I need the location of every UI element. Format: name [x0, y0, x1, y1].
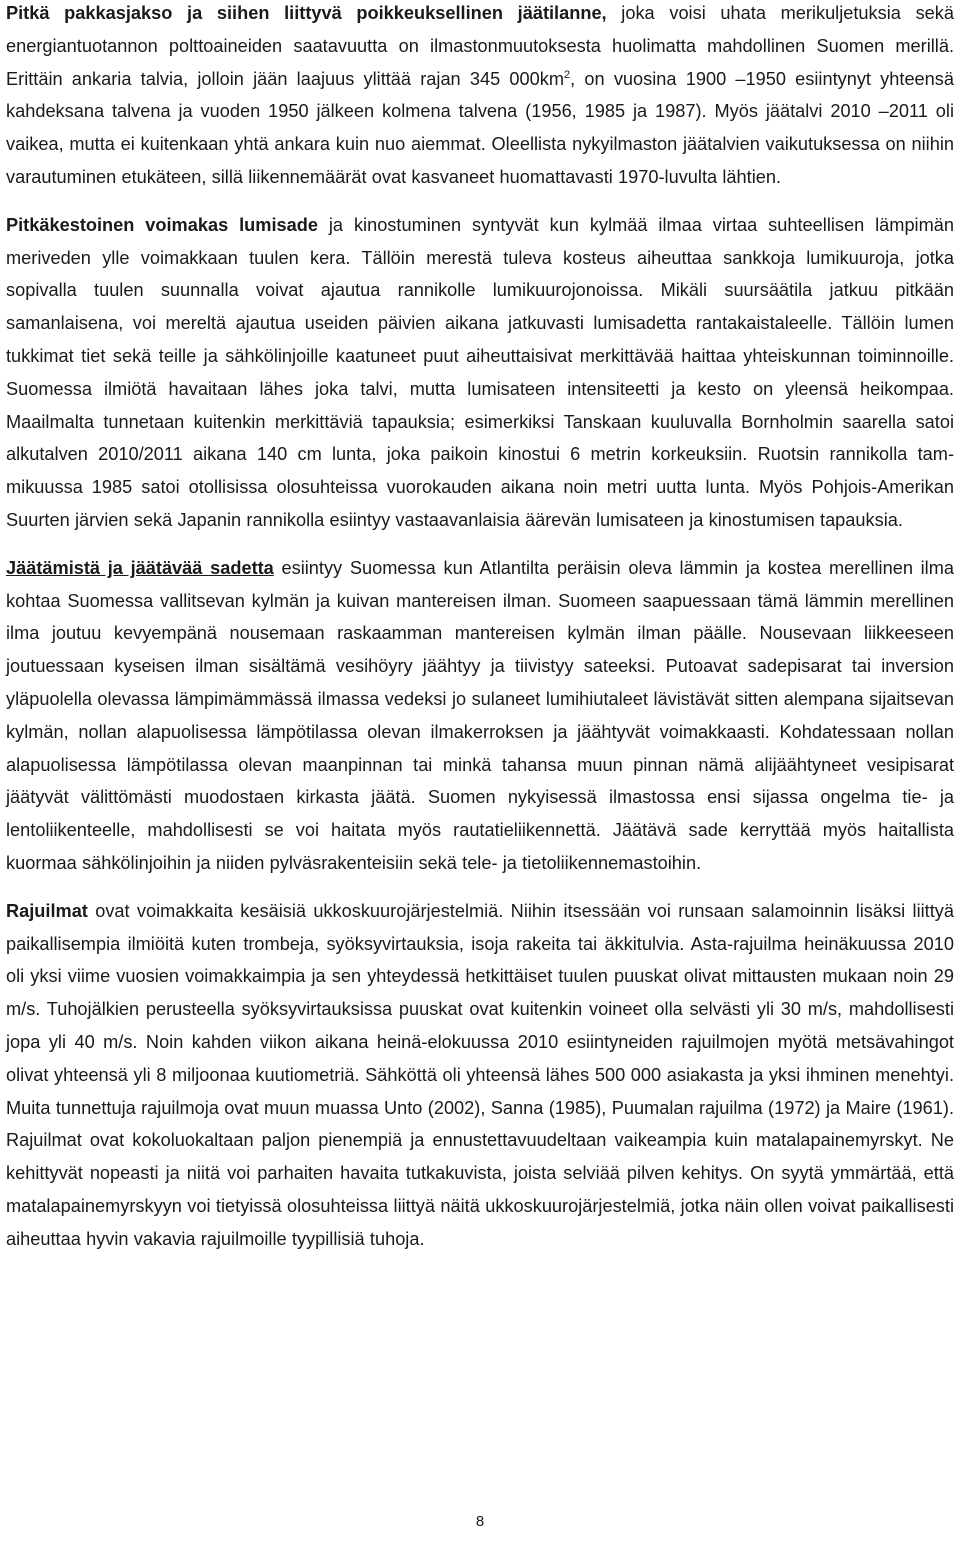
paragraph-snowfall: [6, 209, 954, 537]
paragraph-lead: Jäätämistä ja jäätävää sadetta: [6, 557, 274, 578]
document-page: [6, 0, 954, 1255]
paragraph-body: ja kinostuminen syntyvät kun kylmää ilmaa virtaa suhteellisen lämpimän meriveden ylle voimakkaan tuulen kera. Tällöin merestä tuleva kosteus aiheuttaa sankkoja lumikuuroja, jotka sopivalla tuulen suunnalla voivat ajautua rannikolle lumikuurojonoissa. Mikäli suursäätila jatkuu pitkään samanlaisena, voi mereltä ajautua useiden päivien aikana jatkuvasti lumisadetta rantakaistaleelle. Tällöin lumen tukkimat tiet sekä teille ja sähkölinjoille kaatuneet puut aiheuttaisivat merkittävää haittaa yhteiskunnan toiminnoille. Suomessa ilmiötä havaitaan lähes joka talvi, mutta lumisateen intensiteetti ja kesto on yleensä heikompaa. Maailmalta tunnetaan kuitenkin merkittäviä tapauksia; esimerkiksi Tanskaan kuuluvalla Bornholmin saarella satoi alkutalven 2010/2011 aikana 140 cm lunta, joka paikoin kinostui 6 metrin korkeuksiin. Ruotsin rannikolla tammikuussa 1985 satoi otollisissa olosuhteissa vuorokauden aikana noin metri uutta lunta. Myös Pohjois-Amerikan Suurten järvien sekä Japanin rannikolla esiintyy vastaavanlaisia äärevän lumisateen ja kinostumisen tapauksia.: [6, 214, 954, 530]
paragraph-freezing-rain: [6, 552, 954, 880]
paragraph-sea-ice: [6, 0, 954, 194]
paragraph-lead: Pitkäkestoinen voimakas lumisade: [6, 214, 318, 235]
paragraph-body: ovat voimakkaita kesäisiä ukkoskuurojärjestelmiä. Niihin itsessään voi runsaan salamoinnin lisäksi liittyä paikallisempia ilmiöitä kuten trombeja, syöksyvirtauksia, isoja rakeita tai äkkitulvia. Asta-rajuilma heinäkuussa 2010 oli yksi viime vuosien voimakkaimpia ja sen yhteydessä hetkittäiset tuulen puuskat olivat mittausten mukaan noin 29 m/s. Tuhojälkien perusteella syöksyvirtauksissa puuskat ovat kuitenkin voineet olla selvästi yli 30 m/s, mahdollisesti jopa yli 40 m/s. Noin kahden viikon aikana heinä-elokuussa 2010 esiintyneiden rajuilmojen myötä metsävahingot olivat yhteensä yli 8 miljoonaa kuutiometriä. Sähköttä oli yhteensä lähes 500 000 asiakasta ja yksi ihminen menehtyi. Muita tunnettuja rajuilmoja ovat muun muassa Unto (2002), Sanna (1985), Puumalan rajuilma (1972) ja Maire (1961). Rajuilmat ovat kokoluokaltaan paljon pienempiä ja ennustettavuudeltaan vaikeampia kuin matalapainemyrskyt. Ne kehittyvät nopeasti ja niitä voi parhaiten havaita tutkakuvista, joista selviää pilven kehitys. On syytä ymmärtää, että matalapainemyrskyyn voi tietyissä olosuhteissa liittyä näitä ukkoskuurojärjestelmiä, jotka näin ollen voivat paikallisesti aiheuttaa hyvin vakavia rajuilmoille tyypillisiä tuhoja.: [6, 900, 954, 1249]
paragraph-lead: Pitkä pakkasjakso ja siihen liittyvä poikkeuksellinen jäätilanne,: [6, 3, 607, 23]
paragraph-body-continued: , on vuosina 1900 –1950 esiintynyt yhteensä kahdeksana talvena ja vuoden 1950 jälkeen kolmena talvena (1956, 1985 ja 1987). Myös jäätalvi 2010 –2011 oli vaikea, mutta ei kuitenkaan yhtä ankara kuin nuo aiemmat. Oleellista nykyilmaston jäätalvien vaikutuksessa on niihin varautuminen etukäteen, sillä liikennemäärät ovat kasvaneet huomattavasti 1970-luvulta lähtien.: [6, 68, 954, 187]
paragraph-body: joka voisi uhata merikuljetuksia sekä energiantuotannon polttoaineiden saatavuutta on ilmastonmuutoksesta huolimatta mahdollinen Suomen merillä. Erittäin ankaria talvia, jolloin jään laajuus ylittää rajan 345 000km: [6, 3, 954, 89]
superscript-exponent: 2: [564, 68, 571, 81]
paragraph-severe-storms: [6, 895, 954, 1256]
page-number: 8: [475, 1513, 485, 1530]
paragraph-body: esiintyy Suomessa kun Atlantilta peräisin oleva lämmin ja kostea merellinen ilma kohtaa Suomessa vallitsevan kylmän ja kuivan mantereisen ilman. Suomeen saapuessaan tämä lämmin merellinen ilma joutuu kevyempänä nousemaan raskaamman mantereisen kylmän ilman päälle. Nousevaan liikkeeseen joutuessaan kyseisen ilman sisältämä vesihöyry jäähtyy ja tiivistyy sateeksi. Putoavat sadepisarat tai inversion yläpuolella olevassa lämpimämmässä ilmassa vedeksi jo sulaneet lumihiutaleet lävistävät sitten alempana sijaitsevan kylmän, nollan alapuolisessa lämpötilassa olevan ilmakerroksen ja jäähtyvät voimakkaasti. Kohdatessaan nollan alapuolisessa lämpötilassa olevan maanpinnan tai minkä tahansa muun pinnan nämä alijäähtyneet vesipisarat jäätyvät välittömästi muodostaen kirkasta jäätä. Suomen nykyisessä ilmastossa ensi sijassa ongelma tie- ja lentoliikenteelle, mahdollisesti se voi haitata myös rautatieliikennettä. Jäätävä sade kerryttää myös haitallista kuormaa sähkölinjoihin ja niiden pylväsrakenteisiin sekä tele- ja tietoliikennemastoihin.: [6, 557, 954, 873]
paragraph-lead: Rajuilmat: [6, 900, 88, 921]
